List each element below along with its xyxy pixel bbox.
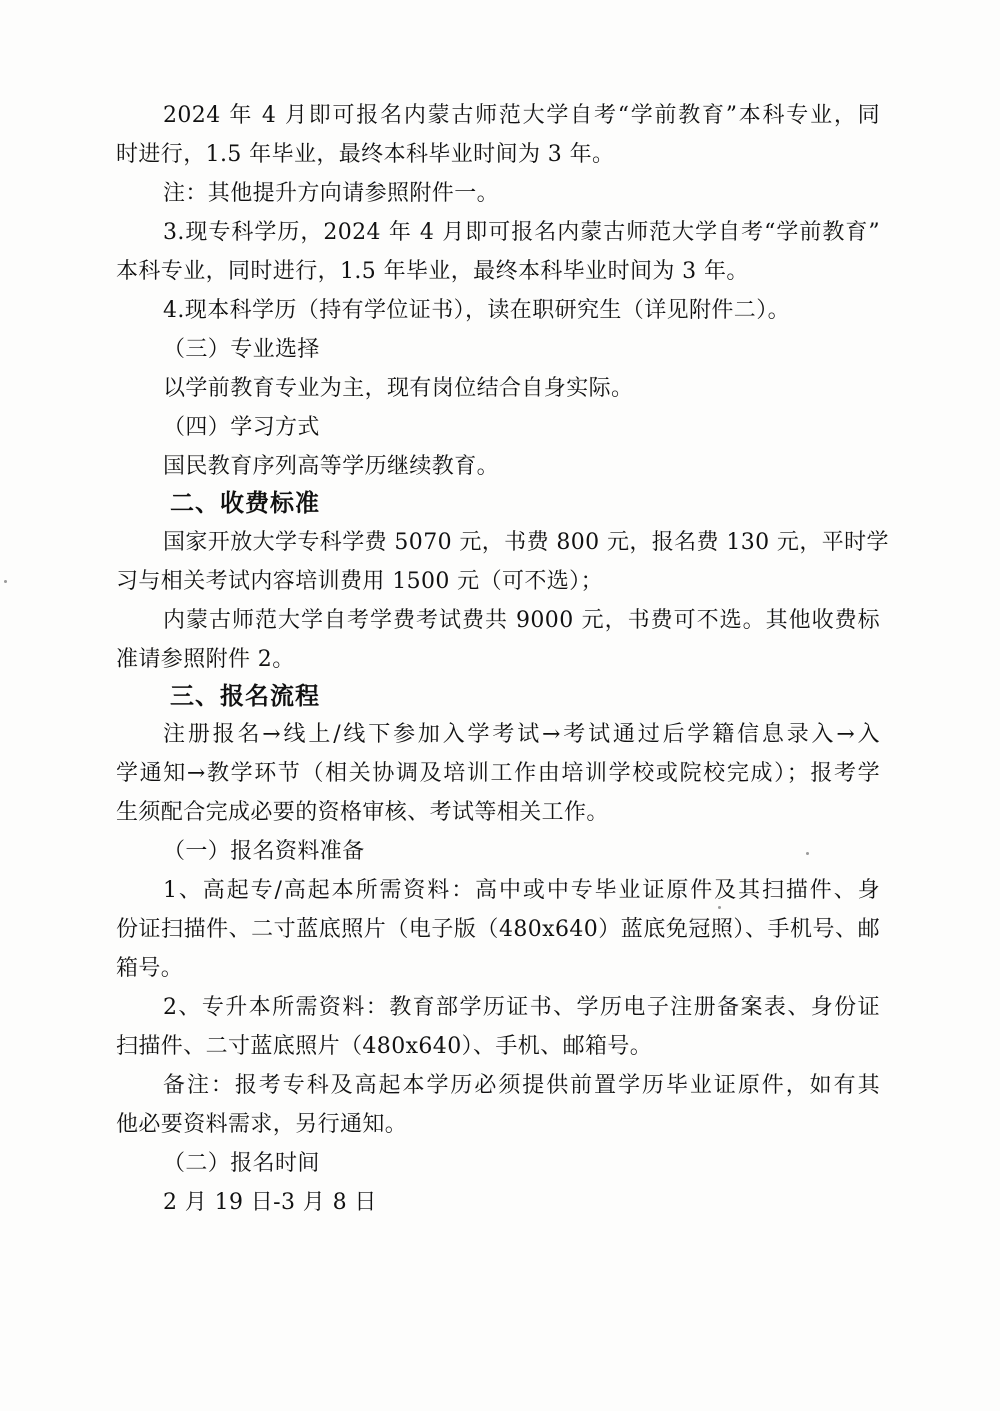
text-line: 4.现本科学历（持有学位证书），读在职研究生（详见附件二）。 — [163, 298, 790, 323]
scan-dot — [718, 906, 721, 909]
scan-dot — [806, 852, 809, 855]
subsection-title: （三）专业选择 — [163, 337, 320, 362]
text-line: 时进行，1.5 年毕业，最终本科毕业时间为 3 年。 — [116, 142, 615, 167]
text-line: 扫描件、二寸蓝底照片（480x640）、手机、邮箱号。 — [116, 1034, 653, 1059]
text-line: 箱号。 — [116, 956, 184, 981]
text-line: 内蒙古师范大学自考学费考试费共 9000 元，书费可不选。其他收费标 — [163, 608, 880, 633]
text-line: 注册报名→线上/线下参加入学考试→考试通过后学籍信息录入→入 — [163, 722, 880, 747]
text-line: 国家开放大学专科学费 5070 元，书费 800 元，报名费 130 元，平时学 — [163, 530, 889, 555]
section-heading: 三、报名流程 — [170, 682, 320, 710]
text-line: 2、专升本所需资料：教育部学历证书、学历电子注册备案表、身份证 — [163, 995, 880, 1020]
text-line: 2 月 19 日-3 月 8 日 — [163, 1190, 377, 1215]
text-line: 份证扫描件、二寸蓝底照片（电子版（480x640）蓝底免冠照）、手机号、邮 — [116, 917, 880, 942]
subsection-title: （四）学习方式 — [163, 415, 320, 440]
text-line: 生须配合完成必要的资格审核、考试等相关工作。 — [116, 800, 609, 825]
text-line: 2024 年 4 月即可报名内蒙古师范大学自考“学前教育”本科专业，同 — [163, 103, 880, 128]
text-line: 备注：报考专科及高起本学历必须提供前置学历毕业证原件，如有其 — [163, 1073, 880, 1098]
text-line: 学通知→教学环节（相关协调及培训工作由培训学校或院校完成）；报考学 — [116, 761, 880, 786]
text-line: 3.现专科学历，2024 年 4 月即可报名内蒙古师范大学自考“学前教育” — [163, 220, 880, 245]
note-line: 注：其他提升方向请参照附件一。 — [163, 181, 500, 206]
scan-dot — [4, 580, 7, 583]
text-line: 国民教育序列高等学历继续教育。 — [163, 454, 500, 479]
text-line: 1、高起专/高起本所需资料：高中或中专毕业证原件及其扫描件、身 — [163, 878, 880, 903]
text-line: 以学前教育专业为主，现有岗位结合自身实际。 — [163, 376, 634, 401]
text-line: 他必要资料需求，另行通知。 — [116, 1112, 408, 1137]
subsection-title: （一）报名资料准备 — [163, 839, 365, 864]
text-line: 本科专业，同时进行，1.5 年毕业，最终本科毕业时间为 3 年。 — [116, 259, 749, 284]
text-line: 准请参照附件 2。 — [116, 647, 295, 672]
subsection-title: （二）报名时间 — [163, 1151, 320, 1176]
text-line: 习与相关考试内容培训费用 1500 元（可不选）； — [116, 569, 603, 594]
section-heading: 二、收费标准 — [170, 489, 320, 517]
